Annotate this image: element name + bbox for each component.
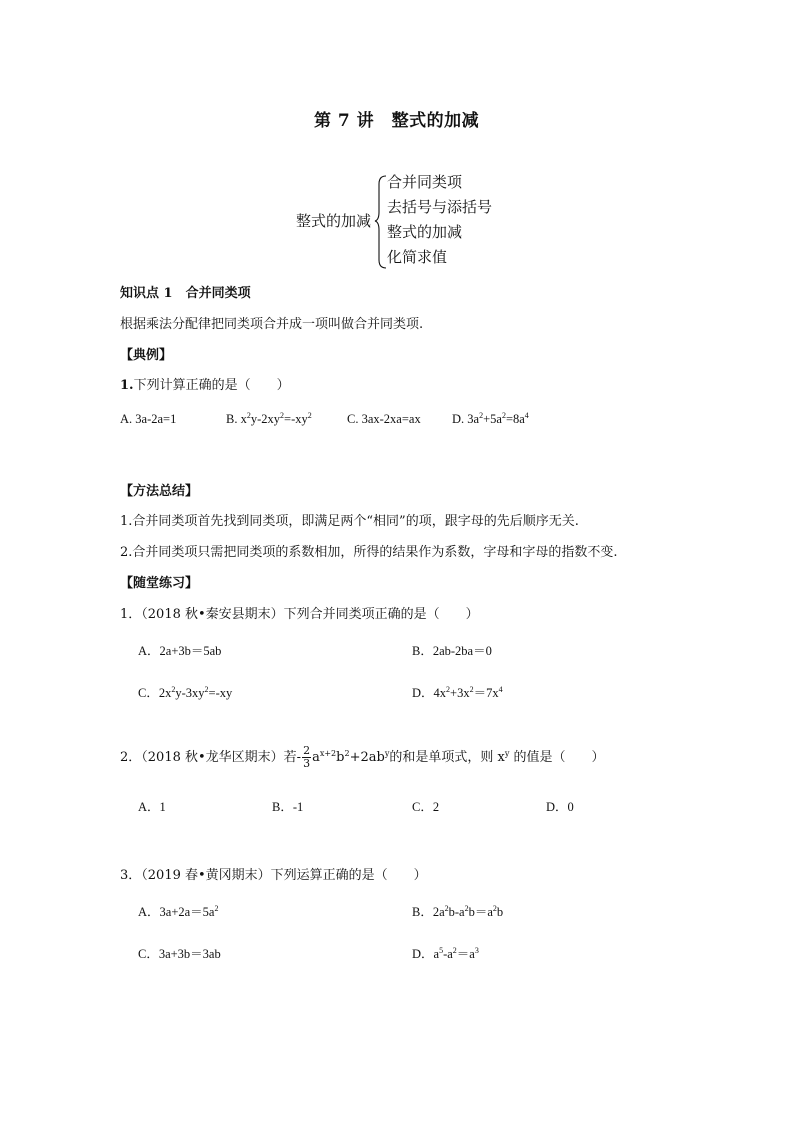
practice-question-3: 3．（2019 春•黄冈期末）下列运算正确的是（ ）: [120, 868, 427, 883]
option-a: A. 3a-2a=1: [120, 412, 177, 426]
definition-text: 根据乘法分配律把同类项合并成一项叫做合并同类项.: [120, 317, 424, 332]
mindmap-branches: [387, 170, 492, 270]
fraction: $\frac{2}{3}$: [303, 744, 311, 770]
method-line-1: 1.合并同类项首先找到同类项，即满足两个“相同”的项，跟字母的先后顺序无关.: [120, 514, 579, 529]
q3-option-a: A．$3a+2a=5a^2$: [138, 904, 219, 919]
q2-option-b: B．-1: [272, 800, 304, 814]
mindmap-item: 整式的加减: [387, 223, 463, 241]
method-line-2: 2.合并同类项只需把同类项的系数相加，所得的结果作为系数，字母和字母的指数不变.: [120, 545, 618, 560]
q3-option-b: B．$2a^2b-a^2b=a^2b$: [412, 904, 504, 919]
q1-option-a: A．2a+3b＝5ab: [138, 644, 222, 658]
q1-option-c: C．$2x^2y-3xy^2=-xy$: [138, 685, 233, 700]
option-b: B. $x^2y-2xy^2=-xy^2$: [226, 411, 312, 426]
practice-question-2: 2．（2018 秋•龙华区期末）若- $\frac{2}{3}$ $a^{x+2}b^2+2ab^y$的和是单项式，则 $x^y$ 的值是（ ）: [120, 744, 605, 770]
q2-option-d: D．0: [546, 800, 574, 814]
knowledge-point-heading: 知识点 1 合并同类项: [120, 286, 251, 301]
q2-option-c: C．2: [412, 800, 440, 814]
q3-option-d: D．$a^5-a^2=a^3$: [412, 946, 479, 961]
brace-icon: [374, 174, 388, 270]
question-number: 1.: [120, 378, 134, 393]
mindmap-item: 合并同类项: [387, 173, 463, 191]
example-label: 【典例】: [120, 348, 173, 363]
q1-option-d: D．$4x^2+3x^2=7x^4$: [412, 685, 503, 700]
page-title: 第 7 讲 整式的加减: [314, 111, 480, 131]
mindmap-item: 化简求值: [387, 248, 448, 266]
q1-option-b: B．2ab-2ba＝0: [412, 644, 492, 658]
practice-label: 【随堂练习】: [120, 576, 199, 591]
option-d: D. $3a^2+5a^2=8a^4$: [452, 411, 529, 426]
q3-option-c: C．3a+3b＝3ab: [138, 947, 221, 961]
method-label: 【方法总结】: [120, 484, 199, 499]
mindmap-item: 去括号与添括号: [387, 198, 493, 216]
option-c: C. 3ax-2xa=ax: [347, 412, 421, 426]
q2-option-a: A．1: [138, 800, 166, 814]
practice-question-1: 1．（2018 秋•秦安县期末）下列合并同类项正确的是（ ）: [120, 607, 479, 622]
question-stem: 下列计算正确的是（ ）: [133, 378, 290, 393]
example-question: [120, 374, 290, 393]
mindmap-center: 整式的加减: [296, 212, 372, 230]
